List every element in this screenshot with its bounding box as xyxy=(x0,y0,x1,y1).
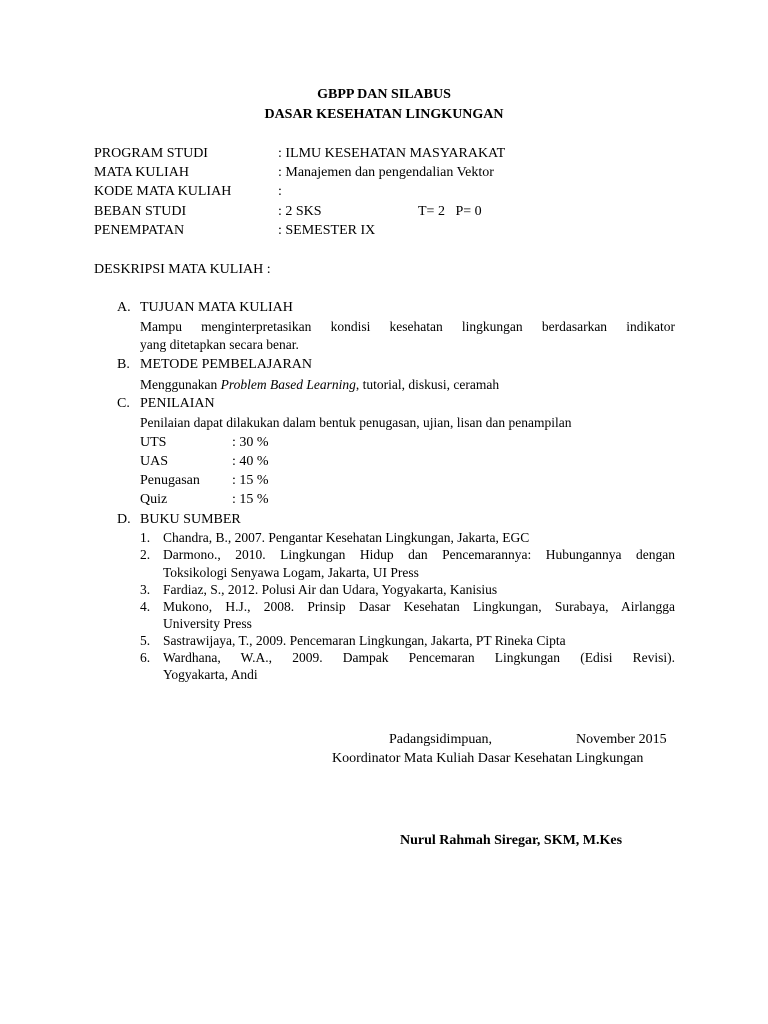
reference-text: Darmono., 2010. Lingkungan Hidup dan Pencemarannya: Hubungannya dengan xyxy=(163,547,675,562)
grade-label-uas: UAS xyxy=(140,454,169,469)
grade-label-quiz: Quiz xyxy=(140,492,168,507)
document-title: GBPP DAN SILABUS xyxy=(317,87,451,102)
section-b-text-italic: Problem Based Learning xyxy=(220,377,356,392)
grade-label-penugasan: Penugasan xyxy=(140,473,200,488)
info-label-mata-kuliah: MATA KULIAH xyxy=(94,165,189,180)
section-b-heading: METODE PEMBELAJARAN xyxy=(140,357,313,372)
section-b-text xyxy=(140,378,499,392)
section-b-text-post: , tutorial, diskusi, ceramah xyxy=(355,377,500,392)
info-label-kode: KODE MATA KULIAH xyxy=(94,184,232,199)
reference-number: 4. xyxy=(140,599,151,614)
signature-role: Koordinator Mata Kuliah Dasar Kesehatan Lingkungan xyxy=(332,751,644,766)
reference-text-continued: University Press xyxy=(163,616,252,631)
reference-number: 1. xyxy=(140,530,151,545)
reference-text: Chandra, B., 2007. Pengantar Kesehatan Lingkungan, Jakarta, EGC xyxy=(163,530,530,545)
info-value-beban-studi: : 2 SKS xyxy=(278,204,322,219)
grade-value-uts: : 30 % xyxy=(232,435,269,450)
info-value-penempatan: : SEMESTER IX xyxy=(278,223,376,238)
section-b-marker: B. xyxy=(117,357,130,372)
grade-value-quiz: : 15 % xyxy=(232,492,269,507)
info-extra-beban-studi: T= 2 P= 0 xyxy=(418,204,482,219)
reference-text-continued: Yogyakarta, Andi xyxy=(163,667,258,682)
info-value-program-studi: : ILMU KESEHATAN MASYARAKAT xyxy=(278,146,506,161)
section-a-marker: A. xyxy=(117,300,131,315)
grade-label-uts: UTS xyxy=(140,435,167,450)
document-subtitle: DASAR KESEHATAN LINGKUNGAN xyxy=(264,107,504,122)
reference-text-continued: Toksikologi Senyawa Logam, Jakarta, UI Press xyxy=(163,565,419,580)
deskripsi-heading: DESKRIPSI MATA KULIAH : xyxy=(94,262,271,277)
reference-text: Sastrawijaya, T., 2009. Pencemaran Lingkungan, Jakarta, PT Rineka Cipta xyxy=(163,633,566,648)
reference-number: 6. xyxy=(140,650,151,665)
reference-number: 2. xyxy=(140,547,151,562)
grade-value-uas: : 40 % xyxy=(232,454,269,469)
reference-text: Mukono, H.J., 2008. Prinsip Dasar Kesehatan Lingkungan, Surabaya, Airlangga xyxy=(163,599,675,614)
info-value-mata-kuliah: : Manajemen dan pengendalian Vektor xyxy=(278,165,494,180)
section-b-text-pre: Menggunakan xyxy=(140,377,221,392)
reference-number: 5. xyxy=(140,633,151,648)
reference-text: Fardiaz, S., 2012. Polusi Air dan Udara, Yogyakarta, Kanisius xyxy=(163,582,498,597)
section-d-heading: BUKU SUMBER xyxy=(140,512,241,527)
section-a-heading: TUJUAN MATA KULIAH xyxy=(140,300,293,315)
section-a-text-line2: yang ditetapkan secara benar. xyxy=(140,337,299,352)
section-d-marker: D. xyxy=(117,512,131,527)
section-c-intro: Penilaian dapat dilakukan dalam bentuk penugasan, ujian, lisan dan penampilan xyxy=(140,415,572,430)
info-label-penempatan: PENEMPATAN xyxy=(94,223,185,238)
reference-text: Wardhana, W.A., 2009. Dampak Pencemaran Lingkungan (Edisi Revisi). xyxy=(163,650,675,665)
signature-date: November 2015 xyxy=(576,732,667,747)
section-c-heading: PENILAIAN xyxy=(140,396,215,411)
signature-place: Padangsidimpuan, xyxy=(389,732,493,747)
reference-number: 3. xyxy=(140,582,151,597)
section-a-text-line1: Mampu menginterpretasikan kondisi kesehatan lingkungan berdasarkan indikator xyxy=(140,319,675,334)
signature-name: Nurul Rahmah Siregar, SKM, M.Kes xyxy=(400,833,623,848)
info-label-program-studi: PROGRAM STUDI xyxy=(94,146,208,161)
section-c-marker: C. xyxy=(117,396,130,411)
info-label-beban-studi: BEBAN STUDI xyxy=(94,204,187,219)
grade-value-penugasan: : 15 % xyxy=(232,473,269,488)
info-value-kode: : xyxy=(278,184,282,199)
